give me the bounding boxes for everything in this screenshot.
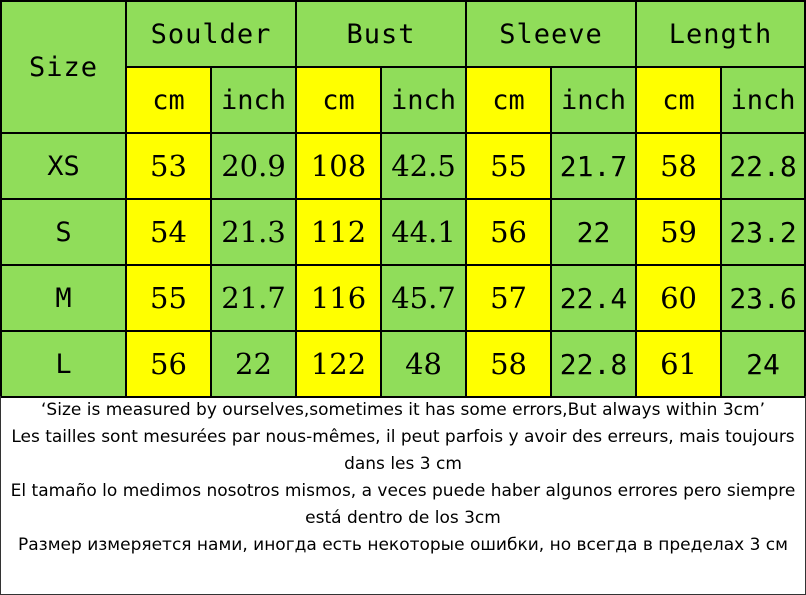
value-cell: 112 (296, 199, 381, 265)
value-cell: 48 (381, 331, 466, 397)
value-cell: 57 (466, 265, 551, 331)
unit-inch-header: inch (381, 67, 466, 133)
value-cell: 56 (126, 331, 211, 397)
size-header: Size (1, 1, 126, 133)
table-row-s (1, 199, 805, 265)
size-cell: S (1, 199, 126, 265)
value-cell: 55 (466, 133, 551, 199)
bust-header: Bust (296, 1, 466, 67)
value-cell: 55 (126, 265, 211, 331)
unit-cm-header: cm (126, 67, 211, 133)
value-cell: 23.6 (721, 265, 805, 331)
value-cell: 24 (721, 331, 805, 397)
unit-inch-header: inch (551, 67, 636, 133)
value-cell: 56 (466, 199, 551, 265)
value-cell: 21.3 (211, 199, 296, 265)
unit-inch-header: inch (721, 67, 805, 133)
sleeve-header: Sleeve (466, 1, 636, 67)
unit-inch-header: inch (211, 67, 296, 133)
value-cell: 59 (636, 199, 721, 265)
value-cell: 58 (636, 133, 721, 199)
value-cell: 60 (636, 265, 721, 331)
value-cell: 21.7 (211, 265, 296, 331)
value-cell: 45.7 (381, 265, 466, 331)
unit-cm-header: cm (296, 67, 381, 133)
note-english: ‘Size is measured by ourselves,sometimes it has some errors,But always within 3cm’ (41, 400, 765, 420)
value-cell: 42.5 (381, 133, 466, 199)
value-cell: 58 (466, 331, 551, 397)
value-cell: 22.4 (551, 265, 636, 331)
unit-cm-header: cm (466, 67, 551, 133)
value-cell: 61 (636, 331, 721, 397)
value-cell: 21.7 (551, 133, 636, 199)
value-cell: 20.9 (211, 133, 296, 199)
value-cell: 22.8 (551, 331, 636, 397)
unit-cm-header: cm (636, 67, 721, 133)
size-cell: L (1, 331, 126, 397)
note-french: Les tailles sont mesurées par nous-mêmes, il peut parfois y avoir des erreurs, mais toujours dans les 3 cm (11, 427, 795, 474)
table-row-xs (1, 133, 805, 199)
note-spanish: El tamaño lo medimos nosotros mismos, a veces puede haber algunos errores pero siempre está dentro de los 3cm (10, 481, 796, 528)
length-header: Length (636, 1, 805, 67)
value-cell: 108 (296, 133, 381, 199)
size-cell: XS (1, 133, 126, 199)
value-cell: 44.1 (381, 199, 466, 265)
note-russian: Размер измеряется нами, иногда есть некоторые ошибки, но всегда в пределах 3 см (18, 535, 788, 555)
measurement-notes (0, 396, 806, 595)
value-cell: 122 (296, 331, 381, 397)
table-row-l (1, 331, 805, 397)
value-cell: 54 (126, 199, 211, 265)
value-cell: 116 (296, 265, 381, 331)
value-cell: 22 (551, 199, 636, 265)
shoulder-header: Soulder (126, 1, 296, 67)
table-row-m (1, 265, 805, 331)
value-cell: 22.8 (721, 133, 805, 199)
value-cell: 53 (126, 133, 211, 199)
value-cell: 22 (211, 331, 296, 397)
size-cell: M (1, 265, 126, 331)
value-cell: 23.2 (721, 199, 805, 265)
